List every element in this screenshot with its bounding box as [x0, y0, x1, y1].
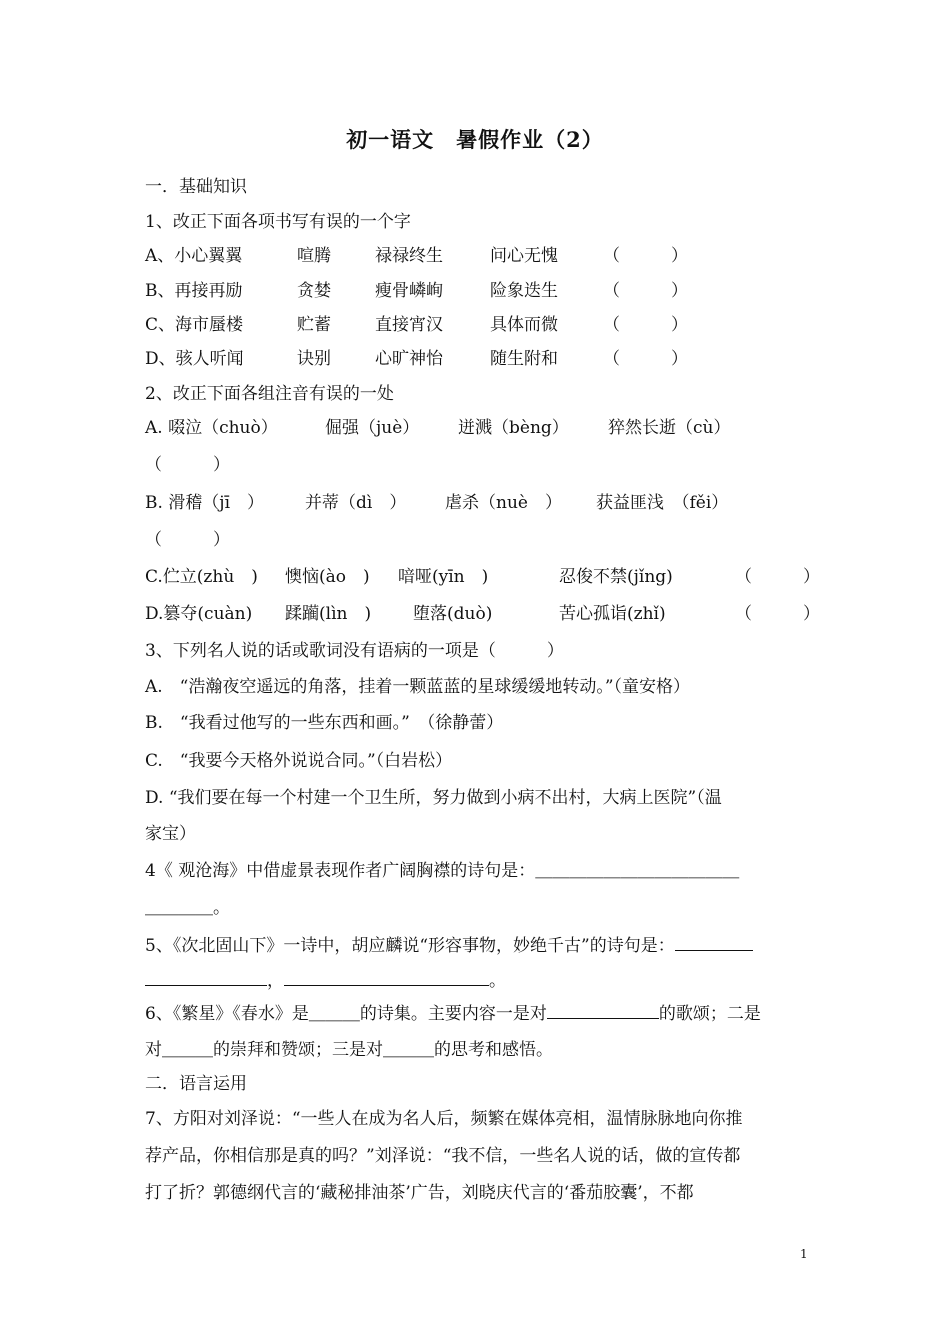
- q5-answer-blank-3: [284, 969, 489, 986]
- question-7-cont-1: 荐产品，你相信那是真的吗？”刘泽说：“我不信，一些名人说的话，做的宣传都: [145, 1146, 741, 1166]
- q3-option-d-cont: 家宝）: [145, 824, 196, 844]
- question-5-cont: ， 。: [145, 969, 506, 992]
- q5-answer-blank-1: [675, 934, 753, 951]
- q6-answer-blank: [547, 1002, 659, 1019]
- q3-option-a: A. “浩瀚夜空遥远的角落，挂着一颗蓝蓝的星球缓缓地转动。”（童安格）: [145, 677, 691, 697]
- q3-option-d: D. “我们要在每一个村建一个卫生所，努力做到小病不出村，大病上医院”（温: [145, 788, 722, 808]
- question-6: 6、《繁星》《春水》是＿＿＿的诗集。主要内容一是对 的歌颂；二是: [145, 1004, 761, 1024]
- q3-option-b: B. “我看过他写的一些东西和画。” （徐静蕾）: [145, 713, 504, 733]
- q5-answer-blank-2: [145, 969, 267, 986]
- question-7-cont-2: 打了折？郭德纲代言的‘藏秘排油茶’广告，刘晓庆代言的‘番茄胶囊’，不都: [145, 1183, 694, 1203]
- question-5: 5、《次北固山下》一诗中，胡应麟说“形容事物，妙绝千古”的诗句是：: [145, 934, 753, 957]
- page-number: 1: [800, 1247, 808, 1261]
- q3-option-c: C. “我要今天格外说说合同。”（白岩松）: [145, 751, 453, 771]
- question-1: 1、改正下面各项书写有误的一个字: [145, 212, 411, 232]
- question-2: 2、改正下面各组注音有误的一处: [145, 384, 394, 404]
- question-7: 7、方阳对刘泽说：“一些人在成为名人后，频繁在媒体亮相，温情脉脉地向你推: [145, 1109, 743, 1129]
- page-title: 初一语文 暑假作业（2）: [346, 127, 604, 152]
- question-4: 4《 观沧海》中借虚景表现作者广阔胸襟的诗句是：＿＿＿＿＿＿＿＿＿＿＿＿: [145, 861, 740, 881]
- section-heading-basics: 一．基础知识: [145, 177, 247, 197]
- question-6-cont: 对＿＿＿的崇拜和赞颂；三是对＿＿＿的思考和感悟。: [145, 1040, 553, 1060]
- q2-option-b-answer: （ ）: [145, 530, 230, 550]
- question-3: 3、下列名人说的话或歌词没有语病的一项是（ ）: [145, 641, 564, 661]
- question-4-cont: ＿＿＿＿。: [145, 898, 230, 918]
- q2-option-a-answer: （ ）: [145, 455, 230, 475]
- section-heading-language: 二．语言运用: [145, 1074, 247, 1094]
